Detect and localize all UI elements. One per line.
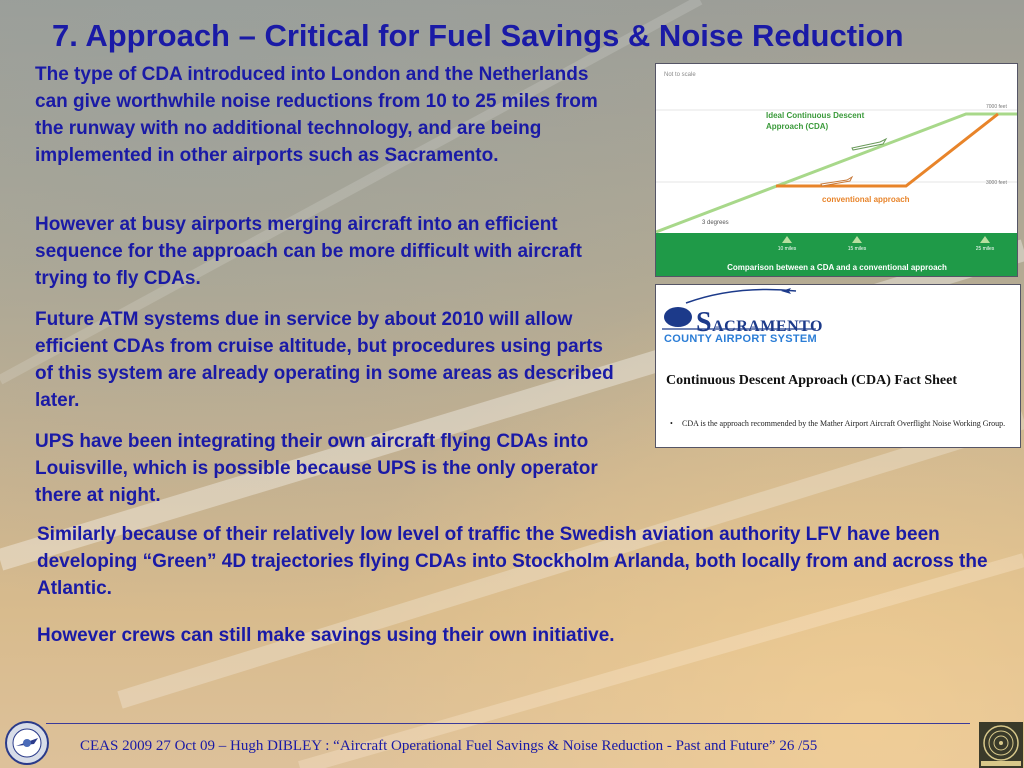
fact-sheet-bullet-text: CDA is the approach recommended by the Mather Airport Aircraft Overflight Noise Working Group. <box>682 419 1006 428</box>
mile-marker-25: 25 miles <box>975 246 995 252</box>
cda-figure-caption: Comparison between a CDA and a conventional approach <box>727 263 947 272</box>
cda-diagram <box>656 64 1018 277</box>
not-to-scale-label: Not to scale <box>664 72 696 78</box>
logo-swoosh-icon <box>664 307 692 327</box>
county-airport-system-label: COUNTY AIRPORT SYSTEM <box>664 333 817 345</box>
footer-text: CEAS 2009 27 Oct 09 – Hugh DIBLEY : “Aircraft Operational Fuel Savings & Noise Reduction - Past and Future” 26 /55 <box>80 738 818 754</box>
paragraph-lfv-stockholm: Similarly because of their relatively low level of traffic the Swedish aviation authority LFV have been developing “Green” 4D trajectories flying CDAs into Stockholm Arlanda, both locally from and across the Atlantic. <box>37 524 988 599</box>
sacramento-wordmark-rest: ACRAMENTO <box>712 318 823 335</box>
fact-sheet-bullet <box>670 417 1012 431</box>
mile-marker-10: 10 miles <box>777 246 797 252</box>
altitude-3000-label: 3000 feet <box>986 180 1007 186</box>
conventional-label: conventional approach <box>822 195 910 204</box>
bullet-icon: • <box>670 419 673 428</box>
sacramento-wordmark-initial: S <box>696 307 713 338</box>
paragraph-ups-louisville: UPS have been integrating their own aircraft flying CDAs into Louisville, which is possible because UPS is the only operator there at night. <box>35 431 598 506</box>
air-and-space-logo-icon <box>979 722 1023 768</box>
cda-comparison-figure <box>655 63 1018 277</box>
footer-divider <box>46 723 970 724</box>
three-degrees-label: 3 degrees <box>702 220 729 226</box>
paragraph-cda-london: The type of CDA introduced into London and the Netherlands can give worthwhile noise reductions from 10 to 25 miles from the runway with no additional technology, and are being implemented in other airports such as Sacramento. <box>35 64 598 166</box>
cda-line <box>656 114 1018 232</box>
ceas-logo-icon <box>4 720 50 766</box>
mile-marker-15: 15 miles <box>847 246 867 252</box>
paragraph-crews-initiative: However crews can still make savings using their own initiative. <box>37 625 615 646</box>
paragraph-future-atm: Future ATM systems due in service by about 2010 will allow efficient CDAs from cruise altitude, but procedures using parts of this system are already operating in some areas as described later. <box>35 309 614 411</box>
cda-label-line1: Ideal Continuous Descent <box>766 111 865 120</box>
cda-label-line2: Approach (CDA) <box>766 122 829 131</box>
altitude-7000-label: 7000 feet <box>986 104 1007 110</box>
fact-sheet-title: Continuous Descent Approach (CDA) Fact Sheet <box>666 373 958 388</box>
aircraft-icon <box>852 139 886 150</box>
slide-title: 7. Approach – Critical for Fuel Savings & Noise Reduction <box>52 18 904 53</box>
paragraph-busy-airports: However at busy airports merging aircraft into an efficient sequence for the approach can be more difficult with aircraft trying to fly CDAs. <box>35 214 582 289</box>
sacramento-fact-sheet-figure <box>655 284 1021 448</box>
